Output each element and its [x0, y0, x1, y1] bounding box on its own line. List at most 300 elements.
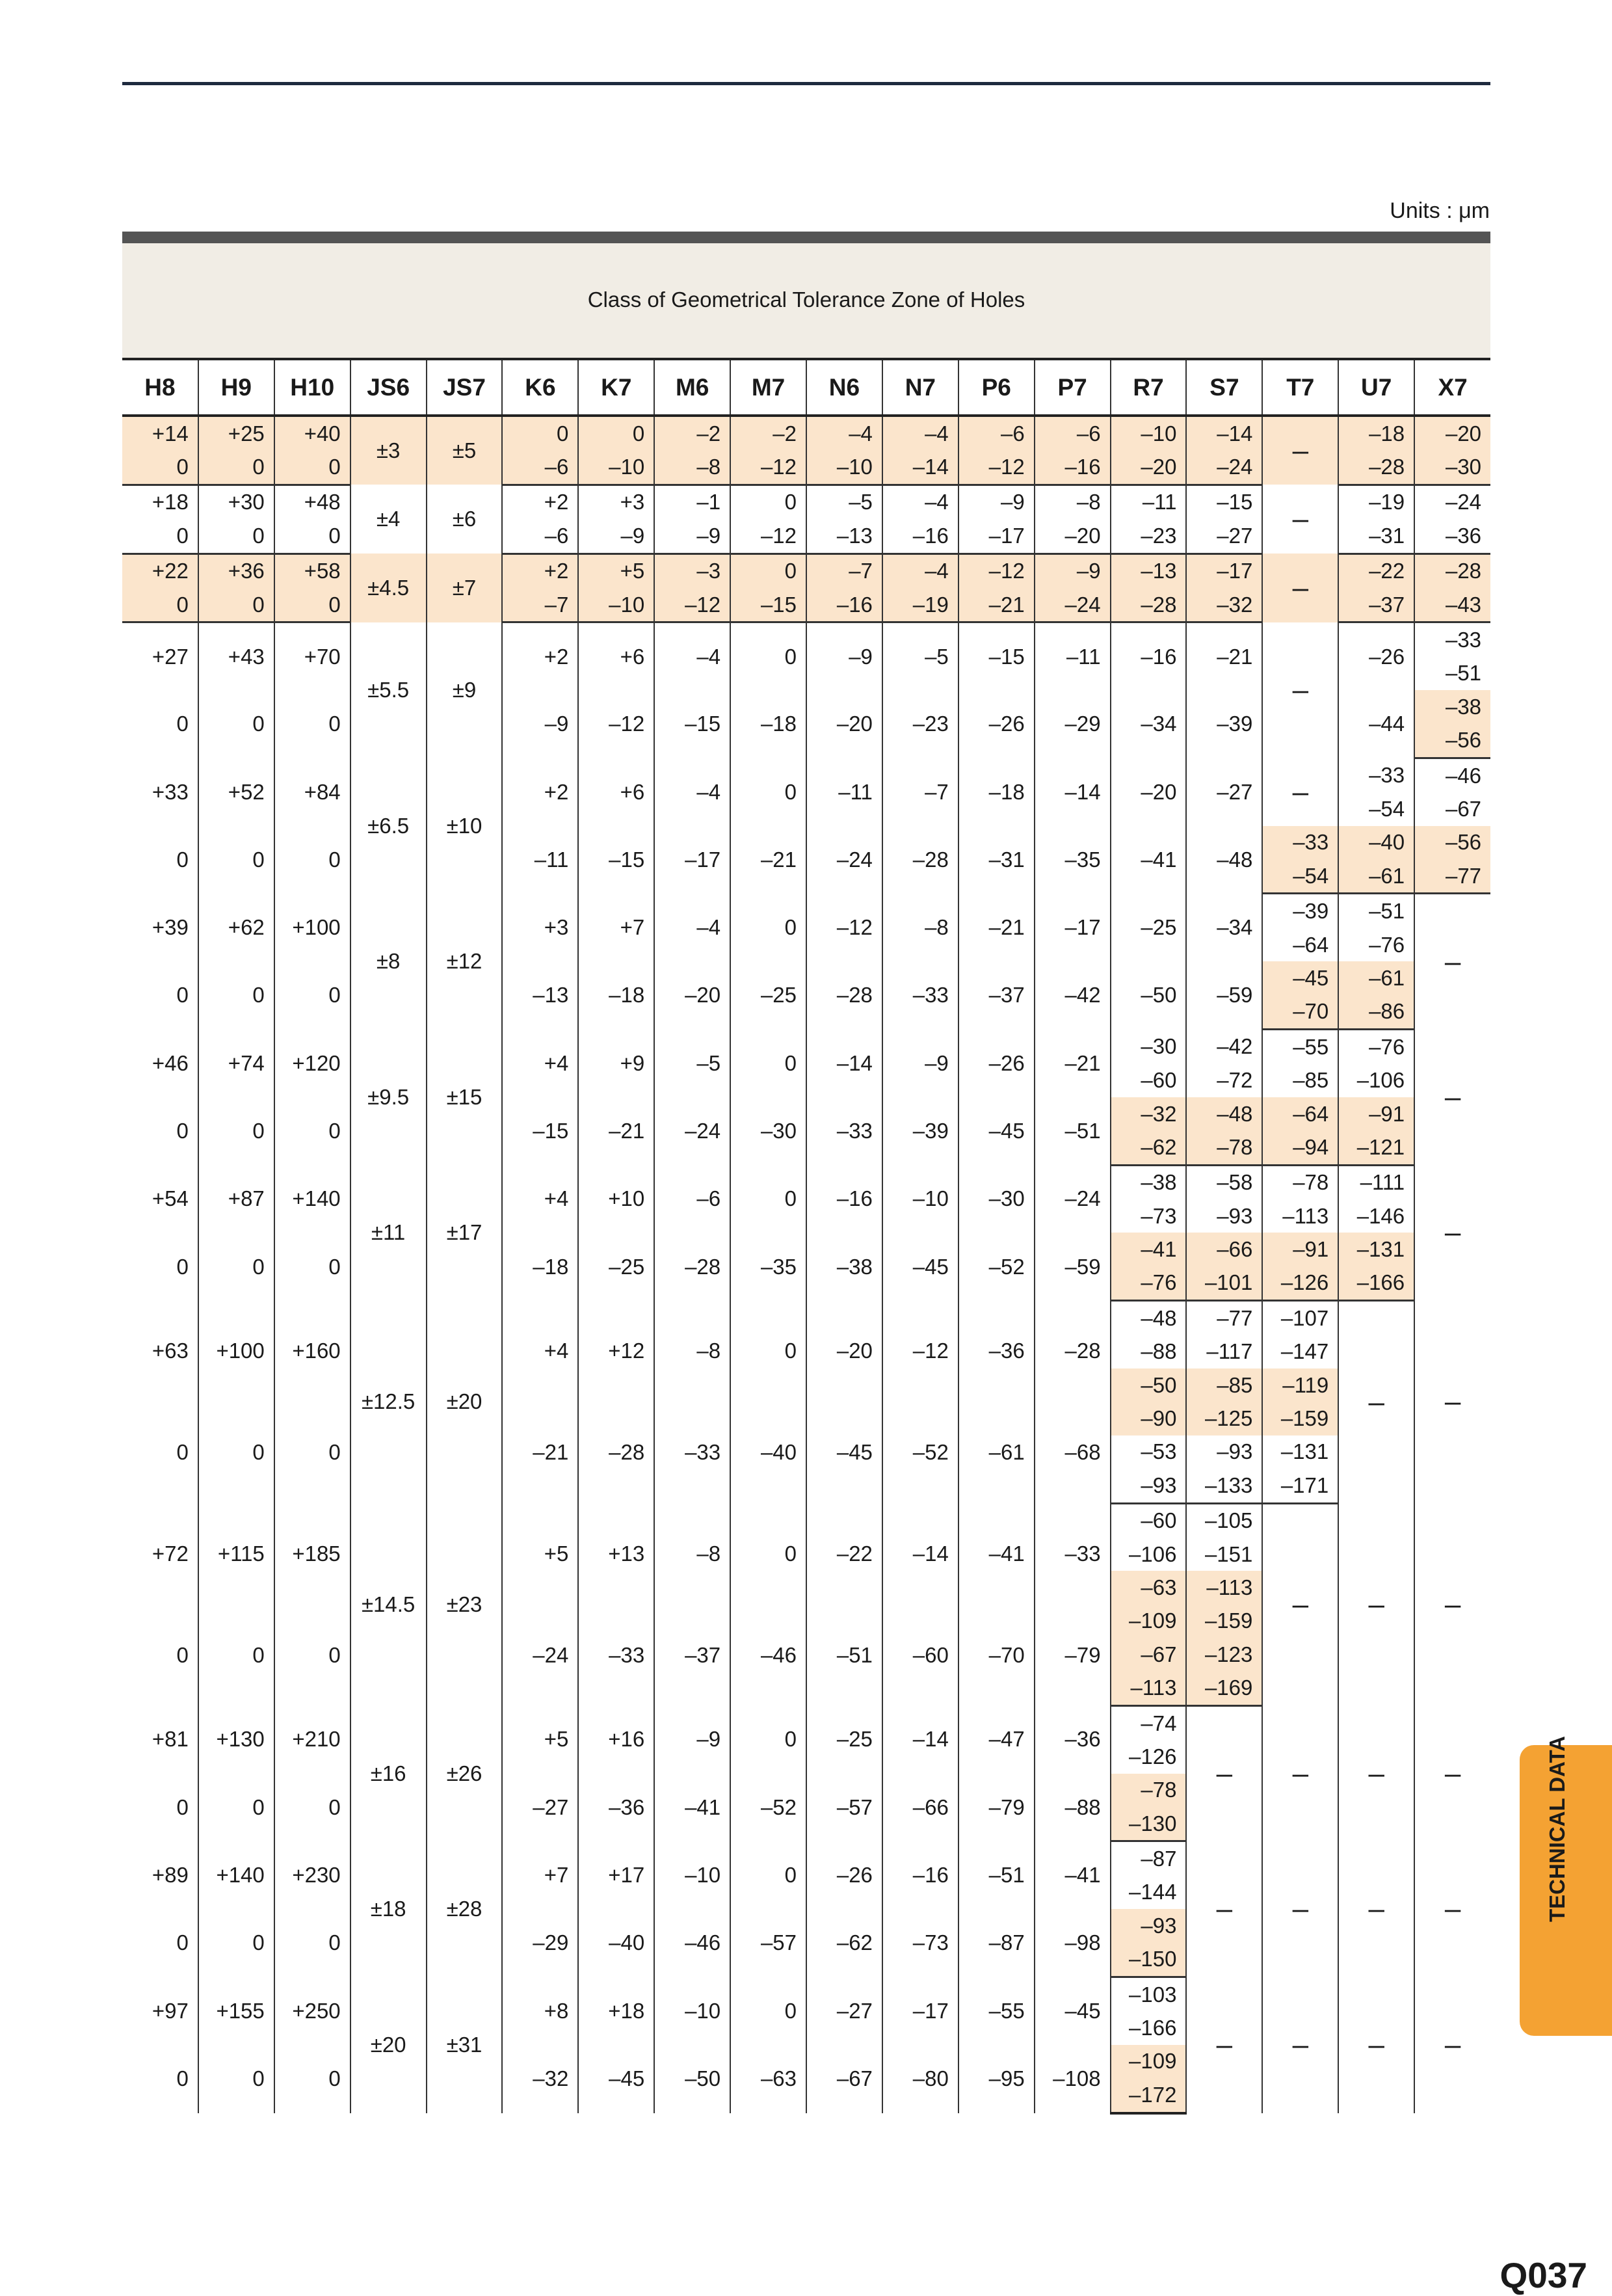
- cell-t7: –: [1262, 1503, 1338, 1705]
- col-header-h10: H10: [274, 359, 350, 416]
- cell-r7: –28: [1111, 588, 1187, 622]
- cell-js7: ±12: [427, 894, 503, 1030]
- cell-x7: –38: [1414, 690, 1490, 723]
- cell-t7: –126: [1262, 1266, 1338, 1301]
- table-row: [122, 894, 1490, 928]
- table-row: [122, 1301, 1490, 1335]
- cell-h9: +62: [198, 894, 274, 961]
- cell-n6: –14: [806, 1030, 882, 1097]
- cell-n7: –4: [882, 485, 958, 519]
- cell-s7: –85: [1186, 1368, 1262, 1402]
- cell-js6: ±5.5: [350, 622, 427, 758]
- cell-k6: –6: [502, 519, 578, 554]
- cell-m6: –9: [654, 519, 730, 554]
- cell-p6: –87: [958, 1909, 1035, 1977]
- col-header-js7: JS7: [427, 359, 503, 416]
- cell-m7: –21: [730, 826, 806, 894]
- cell-p7: –68: [1035, 1402, 1111, 1503]
- cell-m7: –12: [730, 519, 806, 554]
- cell-h8: 0: [176, 1642, 189, 1667]
- cell-p6: –51: [958, 1841, 1035, 1909]
- cell-m7: –63: [730, 2045, 806, 2113]
- cell-h9: 0: [198, 961, 274, 1029]
- cell-p7: –21: [1035, 1030, 1111, 1097]
- cell-k6: +2: [502, 622, 578, 690]
- cell-p7: –88: [1035, 1774, 1111, 1841]
- cell-m6: –17: [654, 826, 730, 894]
- cell-k6: –9: [502, 690, 578, 758]
- table-row: [122, 1097, 1490, 1130]
- cell-s7: –72: [1186, 1063, 1262, 1097]
- top-rule: [122, 82, 1490, 85]
- cell-p7: –33: [1035, 1503, 1111, 1605]
- cell-js7: ±15: [427, 1030, 503, 1166]
- cell-s7: –101: [1186, 1266, 1262, 1301]
- cell-u7: –: [1338, 1705, 1414, 1841]
- cell-n6: –28: [806, 961, 882, 1029]
- cell-n6: –20: [806, 1301, 882, 1402]
- cell-k6: –13: [502, 961, 578, 1029]
- cell-h10: 0: [274, 1402, 350, 1503]
- cell-h10: 0: [274, 961, 350, 1029]
- cell-p6: –70: [958, 1605, 1035, 1706]
- cell-p7: –28: [1035, 1301, 1111, 1402]
- cell-n7: –66: [882, 1774, 958, 1841]
- cell-h9: 0: [198, 2045, 274, 2113]
- cell-n7: –52: [882, 1402, 958, 1503]
- cell-k7: –36: [578, 1774, 654, 1841]
- cell-p6: –47: [958, 1705, 1035, 1773]
- cell-n6: –26: [806, 1841, 882, 1909]
- cell-m7: 0: [730, 1841, 806, 1909]
- cell-h10: 0: [274, 2045, 350, 2113]
- cell-h10: 0: [274, 1774, 350, 1841]
- cell-r7: –53: [1111, 1435, 1187, 1469]
- cell-js6: ±6.5: [350, 758, 427, 894]
- cell-m6: –24: [654, 1097, 730, 1165]
- cell-h8: 0: [176, 2066, 189, 2091]
- cell-u7: –44: [1338, 690, 1414, 758]
- cell-m7: 0: [730, 485, 806, 519]
- cell-s7: –117: [1186, 1335, 1262, 1368]
- cell-k7: +18: [578, 1977, 654, 2044]
- cell-p7: –51: [1035, 1097, 1111, 1165]
- cell-m7: 0: [730, 1705, 806, 1773]
- col-header-n7: N7: [882, 359, 958, 416]
- cell-k7: –10: [578, 588, 654, 622]
- cell-u7: –106: [1338, 1063, 1414, 1097]
- cell-t7: –: [1262, 485, 1338, 554]
- cell-h10: 0: [274, 519, 350, 554]
- header-bar: [122, 232, 1490, 243]
- cell-p7: –9: [1035, 554, 1111, 588]
- cell-k7: +13: [578, 1503, 654, 1605]
- cell-m7: –57: [730, 1909, 806, 1977]
- cell-r7: –20: [1111, 450, 1187, 485]
- cell-s7: –125: [1186, 1402, 1262, 1435]
- cell-p6: –12: [958, 450, 1035, 485]
- cell-t7: –94: [1262, 1130, 1338, 1165]
- table-row: [122, 826, 1490, 859]
- tolerance-table: [122, 358, 1490, 2115]
- cell-n7: –60: [882, 1605, 958, 1706]
- cell-n6: –38: [806, 1233, 882, 1300]
- cell-r7: –13: [1111, 554, 1187, 588]
- cell-n7: –7: [882, 758, 958, 825]
- cell-s7: –78: [1186, 1130, 1262, 1165]
- cell-r7: –16: [1111, 622, 1187, 690]
- cell-h10: +70: [274, 622, 350, 690]
- cell-t7: –171: [1262, 1469, 1338, 1503]
- cell-m6: –8: [654, 1301, 730, 1402]
- cell-h9: 0: [198, 1233, 274, 1300]
- cell-n6: –10: [806, 450, 882, 485]
- table-row: [122, 1165, 1490, 1199]
- col-header-js6: JS6: [350, 359, 427, 416]
- cell-p7: –45: [1035, 1977, 1111, 2044]
- cell-h8: +39: [152, 915, 189, 940]
- cell-h9: +130: [198, 1705, 274, 1773]
- cell-js6: ±3: [350, 416, 427, 485]
- col-header-n6: N6: [806, 359, 882, 416]
- cell-k7: +17: [578, 1841, 654, 1909]
- cell-m7: –40: [730, 1402, 806, 1503]
- cell-n6: –9: [806, 622, 882, 690]
- cell-k7: –12: [578, 690, 654, 758]
- cell-p7: –24: [1035, 1165, 1111, 1233]
- cell-h8: +46: [152, 1050, 189, 1075]
- cell-p6: –55: [958, 1977, 1035, 2044]
- cell-r7: –109: [1111, 2045, 1187, 2078]
- cell-k6: –6: [502, 450, 578, 485]
- cell-r7: –130: [1111, 1807, 1187, 1841]
- cell-p7: –108: [1035, 2045, 1111, 2113]
- cell-h10: 0: [274, 826, 350, 894]
- cell-x7: –77: [1414, 859, 1490, 894]
- cell-r7: –60: [1111, 1063, 1187, 1097]
- cell-r7: –10: [1111, 416, 1187, 450]
- cell-m6: –15: [654, 690, 730, 758]
- cell-k7: –10: [578, 450, 654, 485]
- cell-m6: –4: [654, 894, 730, 961]
- cell-js6: ±14.5: [350, 1503, 427, 1705]
- cell-r7: –106: [1111, 1538, 1187, 1571]
- cell-js7: ±26: [427, 1705, 503, 1841]
- cell-h10: +185: [274, 1503, 350, 1605]
- cell-h8: 0: [122, 450, 198, 485]
- cell-p6: –17: [958, 519, 1035, 554]
- cell-p7: –36: [1035, 1705, 1111, 1773]
- cell-p6: –31: [958, 826, 1035, 894]
- cell-js7: ±10: [427, 758, 503, 894]
- table-row: [122, 554, 1490, 588]
- cell-p6: –41: [958, 1503, 1035, 1605]
- cell-m6: –37: [654, 1605, 730, 1706]
- cell-m7: 0: [730, 758, 806, 825]
- cell-k7: 0: [578, 416, 654, 450]
- cell-js7: ±6: [427, 485, 503, 554]
- cell-m6: –5: [654, 1030, 730, 1097]
- cell-s7: –93: [1186, 1199, 1262, 1233]
- cell-p7: –59: [1035, 1233, 1111, 1300]
- table-row: [122, 1233, 1490, 1266]
- cell-p7: –14: [1035, 758, 1111, 825]
- col-header-t7: T7: [1262, 359, 1338, 416]
- cell-x7: –: [1414, 1165, 1490, 1301]
- cell-k7: –40: [578, 1909, 654, 1977]
- cell-r7: –78: [1111, 1774, 1187, 1807]
- table-title: Class of Geometrical Tolerance Zone of Holes: [587, 287, 1025, 312]
- cell-s7: –17: [1186, 554, 1262, 588]
- cell-r7: –34: [1111, 690, 1187, 758]
- cell-n7: –10: [882, 1165, 958, 1233]
- cell-t7: –147: [1262, 1335, 1338, 1368]
- cell-s7: –39: [1186, 690, 1262, 758]
- cell-h9: +74: [198, 1030, 274, 1097]
- cell-p6: –61: [958, 1402, 1035, 1503]
- cell-r7: –50: [1111, 961, 1187, 1029]
- cell-k7: –28: [578, 1402, 654, 1503]
- cell-p6: –21: [958, 588, 1035, 622]
- cell-js6: ±20: [350, 1977, 427, 2113]
- cell-m6: –10: [654, 1977, 730, 2044]
- cell-n6: –5: [806, 485, 882, 519]
- cell-h8: +27: [152, 644, 189, 669]
- cell-n7: –9: [882, 1030, 958, 1097]
- cell-r7: –113: [1111, 1671, 1187, 1705]
- cell-h9: 0: [198, 1402, 274, 1503]
- cell-r7: –126: [1111, 1740, 1187, 1773]
- col-header-u7: U7: [1338, 359, 1414, 416]
- cell-p7: –11: [1035, 622, 1111, 690]
- cell-r7: –93: [1111, 1909, 1187, 1942]
- cell-h10: +48: [274, 485, 350, 519]
- page-number: Q037: [1500, 2255, 1587, 2295]
- cell-h9: +87: [198, 1165, 274, 1233]
- cell-k6: 0: [502, 416, 578, 450]
- cell-s7: –: [1186, 1705, 1262, 1841]
- cell-r7: –76: [1111, 1266, 1187, 1301]
- cell-h10: +58: [274, 554, 350, 588]
- cell-u7: –121: [1338, 1130, 1414, 1165]
- cell-n7: –14: [882, 1503, 958, 1605]
- cell-h8: +18: [152, 490, 189, 514]
- cell-u7: –22: [1338, 554, 1414, 588]
- cell-k6: –21: [502, 1402, 578, 1503]
- cell-m6: –46: [654, 1909, 730, 1977]
- cell-x7: –20: [1414, 416, 1490, 450]
- cell-s7: –59: [1186, 961, 1262, 1029]
- cell-s7: –: [1186, 1841, 1262, 1977]
- cell-r7: –73: [1111, 1199, 1187, 1233]
- cell-p7: –98: [1035, 1909, 1111, 1977]
- cell-js7: ±7: [427, 554, 503, 622]
- cell-r7: –25: [1111, 894, 1187, 961]
- cell-m6: –9: [654, 1705, 730, 1773]
- table-row: [122, 1030, 1490, 1064]
- cell-m6: –41: [654, 1774, 730, 1841]
- cell-m6: –3: [654, 554, 730, 588]
- cell-t7: –131: [1262, 1435, 1338, 1469]
- col-header-s7: S7: [1186, 359, 1262, 416]
- cell-h8: +54: [152, 1186, 189, 1211]
- cell-h10: +100: [274, 894, 350, 961]
- cell-h10: +84: [274, 758, 350, 825]
- cell-x7: –: [1414, 1030, 1490, 1166]
- cell-u7: –26: [1338, 622, 1414, 690]
- cell-k6: +4: [502, 1301, 578, 1402]
- cell-h8: +72: [152, 1541, 189, 1566]
- cell-p6: –21: [958, 894, 1035, 961]
- cell-m7: 0: [730, 1165, 806, 1233]
- cell-u7: –33: [1338, 758, 1414, 792]
- cell-js7: ±17: [427, 1165, 503, 1301]
- cell-x7: –33: [1414, 622, 1490, 657]
- cell-k7: +10: [578, 1165, 654, 1233]
- cell-h9: 0: [198, 1097, 274, 1165]
- cell-m6: –8: [654, 1503, 730, 1605]
- cell-h8: +97: [152, 1998, 189, 2023]
- cell-s7: –133: [1186, 1469, 1262, 1503]
- cell-s7: –66: [1186, 1233, 1262, 1266]
- table-row: [122, 1402, 1490, 1435]
- cell-h9: +25: [198, 416, 274, 450]
- cell-k6: +5: [502, 1503, 578, 1605]
- cell-u7: –: [1338, 1301, 1414, 1503]
- cell-k7: –9: [578, 519, 654, 554]
- cell-u7: –61: [1338, 961, 1414, 994]
- cell-s7: –151: [1186, 1538, 1262, 1571]
- cell-k7: –18: [578, 961, 654, 1029]
- cell-k7: +3: [578, 485, 654, 519]
- cell-h8: 0: [122, 519, 198, 554]
- cell-js6: ±12.5: [350, 1301, 427, 1503]
- cell-js7: ±23: [427, 1503, 503, 1705]
- cell-n6: –4: [806, 416, 882, 450]
- col-header-p7: P7: [1035, 359, 1111, 416]
- units-label: Units : μm: [1390, 198, 1490, 223]
- cell-p6: –37: [958, 961, 1035, 1029]
- cell-js6: ±11: [350, 1165, 427, 1301]
- cell-u7: –131: [1338, 1233, 1414, 1266]
- cell-x7: –: [1414, 1705, 1490, 1841]
- cell-h8: 0: [176, 983, 189, 1008]
- cell-k7: +7: [578, 894, 654, 961]
- cell-k6: +5: [502, 1705, 578, 1773]
- cell-m7: 0: [730, 622, 806, 690]
- cell-x7: –28: [1414, 554, 1490, 588]
- cell-s7: –21: [1186, 622, 1262, 690]
- cell-p7: –17: [1035, 894, 1111, 961]
- cell-m7: 0: [730, 894, 806, 961]
- cell-m7: 0: [730, 554, 806, 588]
- cell-r7: –20: [1111, 758, 1187, 825]
- cell-h8: 0: [176, 847, 189, 872]
- cell-n7: –12: [882, 1301, 958, 1402]
- col-header-k6: K6: [502, 359, 578, 416]
- cell-k6: –27: [502, 1774, 578, 1841]
- cell-u7: –18: [1338, 416, 1414, 450]
- cell-u7: –86: [1338, 995, 1414, 1030]
- cell-h10: +140: [274, 1165, 350, 1233]
- cell-js7: ±5: [427, 416, 503, 485]
- cell-t7: –: [1262, 1977, 1338, 2113]
- side-tab-label: TECHNICAL DATA: [1545, 1736, 1569, 1922]
- cell-t7: –33: [1262, 826, 1338, 859]
- cell-u7: –28: [1338, 450, 1414, 485]
- cell-h8: +14: [122, 416, 198, 450]
- cell-p6: –15: [958, 622, 1035, 690]
- cell-u7: –31: [1338, 519, 1414, 554]
- cell-r7: –48: [1111, 1301, 1187, 1335]
- cell-m7: 0: [730, 1030, 806, 1097]
- cell-s7: –105: [1186, 1503, 1262, 1538]
- cell-n7: –28: [882, 826, 958, 894]
- cell-h9: +36: [198, 554, 274, 588]
- cell-u7: –166: [1338, 1266, 1414, 1301]
- cell-s7: –15: [1186, 485, 1262, 519]
- cell-k7: +6: [578, 622, 654, 690]
- table-header-row: [122, 359, 1490, 416]
- cell-m7: –46: [730, 1605, 806, 1706]
- cell-t7: –: [1262, 622, 1338, 758]
- cell-t7: –45: [1262, 961, 1338, 994]
- cell-n7: –17: [882, 1977, 958, 2044]
- cell-h9: 0: [198, 450, 274, 485]
- cell-s7: –123: [1186, 1638, 1262, 1671]
- cell-r7: –172: [1111, 2078, 1187, 2113]
- cell-p6: –30: [958, 1165, 1035, 1233]
- cell-t7: –: [1262, 416, 1338, 485]
- cell-h10: 0: [274, 1233, 350, 1300]
- cell-n6: –16: [806, 1165, 882, 1233]
- cell-h8: +22: [122, 554, 198, 588]
- cell-p6: –18: [958, 758, 1035, 825]
- cell-js6: ±16: [350, 1705, 427, 1841]
- cell-p7: –20: [1035, 519, 1111, 554]
- table-row: [122, 485, 1490, 519]
- cell-n7: –33: [882, 961, 958, 1029]
- cell-s7: –27: [1186, 519, 1262, 554]
- table-row: [122, 1705, 1490, 1740]
- cell-js7: ±9: [427, 622, 503, 758]
- cell-k6: +4: [502, 1165, 578, 1233]
- cell-h9: +52: [198, 758, 274, 825]
- cell-h8: 0: [122, 588, 198, 622]
- cell-h9: 0: [198, 1909, 274, 1977]
- cell-p6: –95: [958, 2045, 1035, 2113]
- cell-h8: 0: [176, 1930, 189, 1955]
- cell-n7: –16: [882, 519, 958, 554]
- cell-p7: –8: [1035, 485, 1111, 519]
- cell-t7: –: [1262, 1841, 1338, 1977]
- cell-m6: –2: [654, 416, 730, 450]
- cell-k7: +16: [578, 1705, 654, 1773]
- cell-m7: –35: [730, 1233, 806, 1300]
- col-header-p6: P6: [958, 359, 1035, 416]
- cell-k6: +4: [502, 1030, 578, 1097]
- cell-h9: 0: [198, 1774, 274, 1841]
- cell-h8: 0: [176, 1118, 189, 1143]
- cell-h9: 0: [198, 690, 274, 758]
- cell-n6: –62: [806, 1909, 882, 1977]
- cell-n7: –45: [882, 1233, 958, 1300]
- cell-m6: –10: [654, 1841, 730, 1909]
- cell-h9: 0: [198, 826, 274, 894]
- cell-js7: ±28: [427, 1841, 503, 1977]
- table-row: [122, 1841, 1490, 1876]
- cell-k6: –32: [502, 2045, 578, 2113]
